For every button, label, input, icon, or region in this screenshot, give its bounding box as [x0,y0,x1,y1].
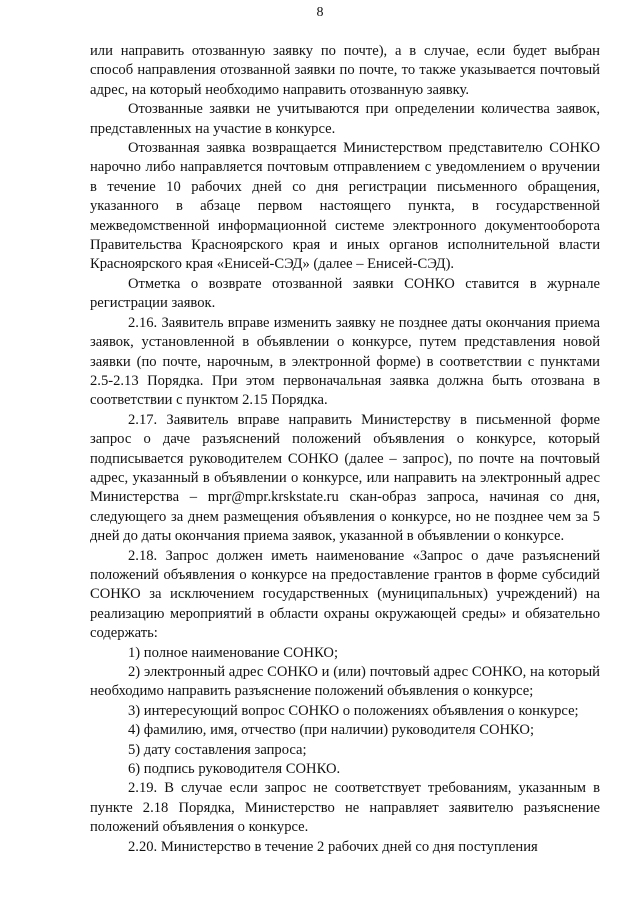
list-item-1: 1) полное наименование СОНКО; [128,644,339,661]
list-item-5: 5) дату составления запроса; [128,741,307,758]
paragraph-return-mark: Отметка о возврате отозванной заявки СОНКО ставится в журнале регистрации заявок. [90,275,600,312]
paragraph-2-17: 2.17. Заявитель вправе направить Министерству в письменной форме запрос о даче разъяснений положений объявления о конкурсе, который подписывается руководителем СОНКО (далее – запрос), по почте на почтовый адрес, указанный в объявлении о конкурсе, или направить на электронный адрес Министерства – mpr@mpr.krskstate.ru скан-образ запроса, начиная со дня, следующего за днем размещения объявления о конкурсе, но не позднее чем за 5 дней до даты окончания приема заявок, указанной в объявлении о конкурсе. [90,411,600,545]
list-item-2: 2) электронный адрес СОНКО и (или) почтовый адрес СОНКО, на который необходимо направить разъяснение положений объявления о конкурсе; [90,664,600,700]
paragraph-withdrawn-return: Отозванная заявка возвращается Министерством представителю СОНКО нарочно либо направляется почтовым отправлением с уведомлением о вручении в течение 10 рабочих дней со дня регистрации письменного обращения, указанного в абзаце первом настоящего пункта, в государственной межведомственной информационной системе электронного документооборота Правительства Красноярского края и иных органов исполнительной власти Красноярского края «Енисей-СЭД» (далее – Енисей-СЭД). [90,140,600,273]
paragraph-2-19: 2.19. В случае если запрос не соответствует требованиям, указанным в пункте 2.18 Порядка, Министерство не направляет заявителю разъяснение положений объявления о конкурсе. [90,780,600,836]
paragraph-2-20: 2.20. Министерство в течение 2 рабочих дней со дня поступления [128,838,538,855]
paragraph-continuation: или направить отозванную заявку по почте), а в случае, если будет выбран способ направления отозванной заявки по почте, то также указывается почтовый адрес, на который необходимо направить отозванную заявку. [90,43,600,98]
paragraph-2-16: 2.16. Заявитель вправе изменить заявку не позднее даты окончания приема заявок, установленной в объявлении о конкурсе, путем представления новой заявки (по почте, нарочным, в электронной форме) в соответствии с пунктами 2.5-2.13 Порядка. При этом первоначальная заявка должна быть отозвана в соответствии с пунктом 2.15 Порядка. [90,314,600,409]
page-number: 8 [316,5,324,20]
list-item-4: 4) фамилию, имя, отчество (при наличии) руководителя СОНКО; [128,722,535,739]
paragraph-2-18: 2.18. Запрос должен иметь наименование «Запрос о даче разъяснений положений объявления о конкурсе на предоставление грантов в форме субсидий СОНКО за исключением государственных (муниципальных) учреждений) на реализацию мероприятий в области охраны окружающей среды» и обязательно содержать: [90,547,600,642]
paragraph-withdrawn-not-counted: Отозванные заявки не учитываются при определении количества заявок, представленных на участие в конкурсе. [90,101,600,137]
list-item-3: 3) интересующий вопрос СОНКО о положениях объявления о конкурсе; [128,702,579,719]
list-item-6: 6) подпись руководителя СОНКО. [128,761,341,778]
document-body [90,42,600,857]
